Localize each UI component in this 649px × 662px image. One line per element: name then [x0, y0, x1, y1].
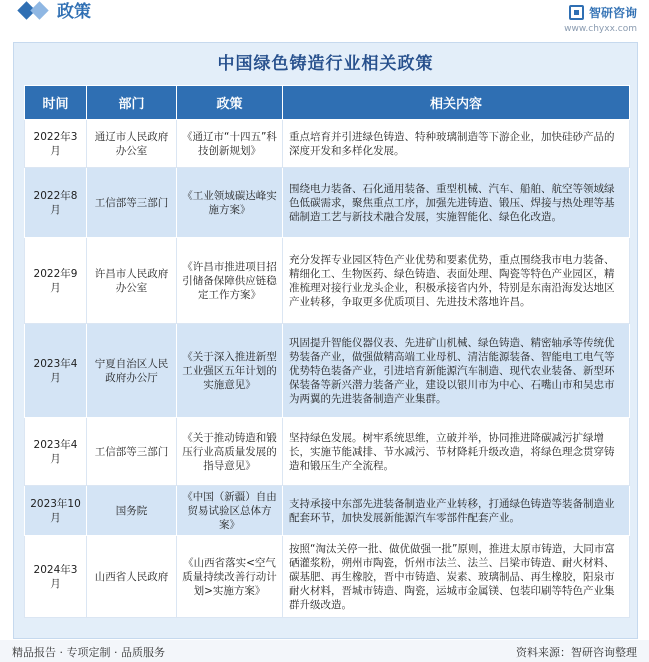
table-row — [25, 536, 630, 618]
cell-time: 2022年3月 — [25, 120, 87, 168]
cell-content: 支持承接中东部先进装备制造业产业转移，打通绿色铸造等装备制造业配套环节，加快发展新能源汽车零部件配套产业。 — [283, 486, 630, 536]
cell-time: 2024年3月 — [25, 536, 87, 618]
policy-panel — [13, 42, 638, 639]
table-row — [25, 238, 630, 324]
table-header-row — [25, 86, 630, 120]
column-header-dept: 部门 — [87, 86, 177, 120]
cell-dept: 宁夏自治区人民政府办公厅 — [87, 324, 177, 418]
cell-dept: 通辽市人民政府办公室 — [87, 120, 177, 168]
cell-content: 巩固提升智能仪器仪表、先进矿山机械、绿色铸造、精密轴承等传统优势装备产业，做强做精高端工业母机、清洁能源装备、智能电工电气等优势特色装备产业，引进培育新能源汽车制造、现代农业装备、新型环保装备等新兴潜力装备产业，建设以银川市为中心、石嘴山市和吴忠市为两翼的先进装备制造产业集群。 — [283, 324, 630, 418]
cell-time: 2022年9月 — [25, 238, 87, 324]
cell-content: 坚持绿色发展。树牢系统思维，立破并举，协同推进降碳减污扩绿增长，实施节能减排、节水减污、节材降耗升级改造，将绿色理念贯穿铸造和锻压生产全流程。 — [283, 418, 630, 486]
cell-time: 2023年4月 — [25, 418, 87, 486]
cell-content: 按照“淘汰关停一批、做优做强一批”原则，推进太原市铸造，大同市富硒灌浆粉，朔州市陶瓷，忻州市法兰、法兰、吕梁市铸造、耐火材料、碳基肥、再生橡胶，晋中市铸造、炭素、玻璃制品、再生橡胶，阳泉市耐火材料，晋城市铸造、陶瓷，运城市金属镁、包装印刷等特色产业集群升级改造。 — [283, 536, 630, 618]
cell-time: 2022年8月 — [25, 168, 87, 238]
policy-table — [24, 85, 630, 618]
cell-content: 充分发挥专业园区特色产业优势和要素优势，重点围绕我市电力装备、精细化工、生物医药、绿色铸造、表面处理、陶瓷等特色产业园区，精准梳理对接行业龙头企业，积极承接省内外，特别是东南沿海发达地区产业转移，争取更多优质项目、先进技术落地许昌。 — [283, 238, 630, 324]
cell-policy: 《山西省落实<空气质量持续改善行动计划>实施方案》 — [177, 536, 283, 618]
cell-dept: 许昌市人民政府办公室 — [87, 238, 177, 324]
cell-content: 重点培育并引进绿色铸造、特种玻璃制造等下游企业，加快硅砂产品的深度开发和多样化发展。 — [283, 120, 630, 168]
table-row — [25, 324, 630, 418]
cell-policy: 《许昌市推进项目招引储备保障供应链稳定工作方案》 — [177, 238, 283, 324]
cell-dept: 国务院 — [87, 486, 177, 536]
cell-time: 2023年4月 — [25, 324, 87, 418]
cell-policy: 《中国（新疆）自由贸易试验区总体方案》 — [177, 486, 283, 536]
cell-content: 围绕电力装备、石化通用装备、重型机械、汽车、船舶、航空等领域绿色低碳需求，聚焦重点工序，加强先进铸造、锻压、焊接与热处理等基础制造工艺与新技术融合发展，实施智能化、绿色化改造。 — [283, 168, 630, 238]
column-header-policy: 政策 — [177, 86, 283, 120]
page-header — [0, 0, 649, 24]
table-row — [25, 168, 630, 238]
cell-time: 2023年10月 — [25, 486, 87, 536]
cell-policy: 《通辽市“十四五”科技创新规划》 — [177, 120, 283, 168]
logo-icon — [569, 5, 584, 20]
logo-text: 智研咨询 — [588, 5, 637, 20]
footer-source: 资料来源：智研咨询整理 — [516, 646, 637, 659]
column-header-content: 相关内容 — [283, 86, 630, 120]
cell-policy: 《关于推动铸造和锻压行业高质量发展的指导意见》 — [177, 418, 283, 486]
cell-dept: 工信部等三部门 — [87, 418, 177, 486]
cell-policy: 《工业领域碳达峰实施方案》 — [177, 168, 283, 238]
diamond-icon-light — [30, 1, 48, 19]
cell-dept: 山西省人民政府 — [87, 536, 177, 618]
table-row — [25, 418, 630, 486]
cell-policy: 《关于深入推进新型工业强区五年计划的实施意见》 — [177, 324, 283, 418]
footer-slogan: 精品报告 · 专项定制 · 品质服务 — [12, 646, 165, 659]
brand-logo — [569, 3, 637, 21]
cell-dept: 工信部等三部门 — [87, 168, 177, 238]
column-header-time: 时间 — [25, 86, 87, 120]
table-row — [25, 486, 630, 536]
page-footer — [0, 640, 649, 662]
panel-title: 中国绿色铸造行业相关政策 — [217, 54, 434, 74]
table-row — [25, 120, 630, 168]
section-title: 政策 — [57, 2, 91, 22]
site-url: www.chyxx.com — [564, 24, 637, 34]
